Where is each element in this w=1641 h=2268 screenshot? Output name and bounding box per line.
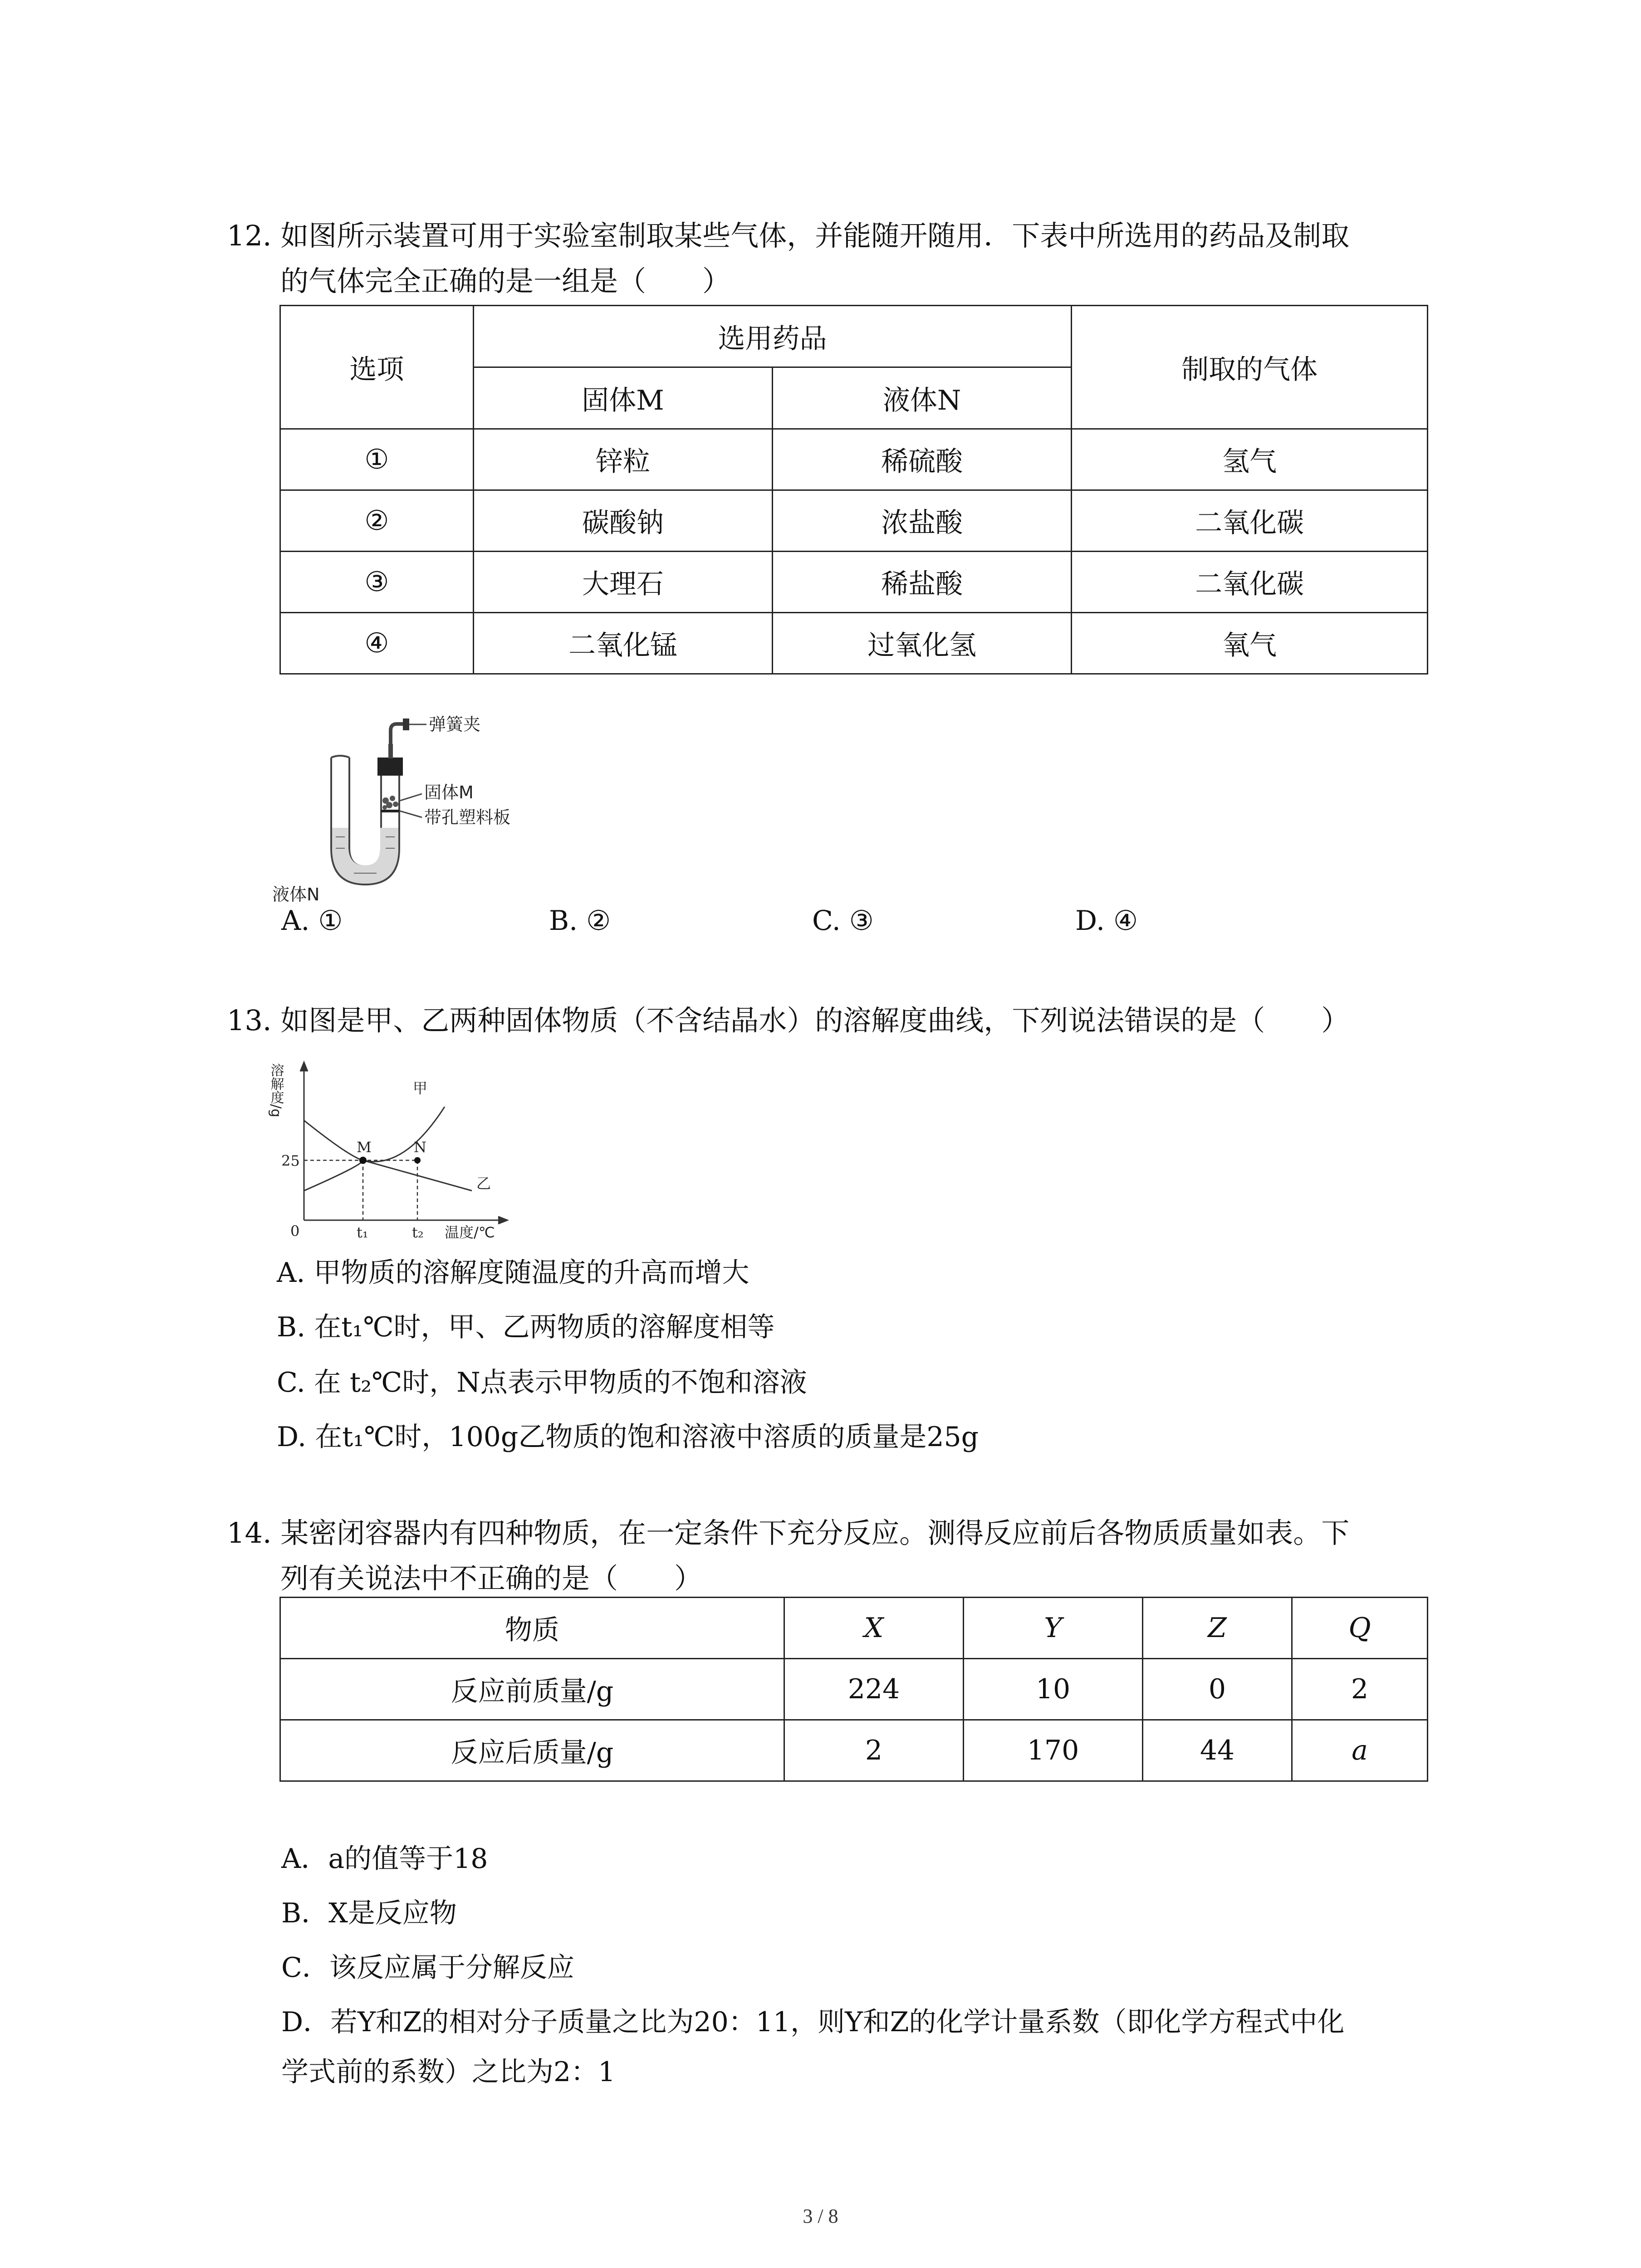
q12-header-gas: 制取的气体 bbox=[1072, 306, 1428, 429]
table-cell: 2 bbox=[1292, 1659, 1428, 1720]
q12-stem-line2: 的气体完全正确的是一组是（ ） bbox=[280, 264, 731, 298]
table-cell: 大理石 bbox=[473, 552, 772, 613]
q12-option-a: A. ① bbox=[281, 905, 343, 937]
table-row bbox=[280, 490, 1428, 552]
q12-table bbox=[279, 305, 1428, 675]
q14-option-d-line1: D．若Y和Z的相对分子质量之比为20：11，则Y和Z的化学计量系数（即化学方程式中化 bbox=[281, 2006, 1345, 2038]
point-m-label: M bbox=[357, 1139, 372, 1156]
table-row bbox=[280, 1659, 1428, 1720]
x-tick-t1: t₁ bbox=[357, 1224, 368, 1241]
table-cell: 稀盐酸 bbox=[773, 552, 1072, 613]
chart-axes bbox=[300, 1062, 507, 1224]
q14-option-d-line2: 学式前的系数）之比为2：1 bbox=[281, 2056, 616, 2088]
table-row bbox=[280, 552, 1428, 613]
table-cell: ① bbox=[280, 429, 474, 490]
table-cell: ③ bbox=[280, 552, 474, 613]
q12-header-reagents: 选用药品 bbox=[473, 306, 1071, 367]
q14-header-z: Z bbox=[1143, 1598, 1292, 1659]
table-cell: 10 bbox=[964, 1659, 1143, 1720]
table-cell: ④ bbox=[280, 613, 474, 674]
table-cell: 224 bbox=[784, 1659, 964, 1720]
table-cell: 二氧化锰 bbox=[473, 613, 772, 674]
q14-header-x: X bbox=[784, 1598, 964, 1659]
q13-option-a: A. 甲物质的溶解度随温度的升高而增大 bbox=[277, 1257, 749, 1289]
table-cell: 二氧化碳 bbox=[1072, 552, 1428, 613]
origin-label: 0 bbox=[290, 1222, 300, 1240]
q14-stem-line1: 14. 某密闭容器内有四种物质，在一定条件下充分反应。测得反应前后各物质质量如表。下 bbox=[227, 1516, 1350, 1549]
table-cell: 浓盐酸 bbox=[773, 490, 1072, 552]
q12-option-c: C. ③ bbox=[812, 905, 874, 937]
label-solid-m: 固体M bbox=[424, 782, 474, 802]
q12-stem-line1: 12. 如图所示装置可用于实验室制取某些气体，并能随开随用．下表中所选用的药品及制取 bbox=[227, 219, 1350, 252]
q14-header-y: Y bbox=[964, 1598, 1143, 1659]
q12-header-liquid: 液体N bbox=[773, 367, 1072, 429]
series-yi-label: 乙 bbox=[476, 1175, 491, 1192]
q12-header-option: 选项 bbox=[280, 306, 474, 429]
q14-stem bbox=[227, 1510, 1452, 1601]
y-tick-25: 25 bbox=[281, 1152, 300, 1169]
table-cell: 反应前质量/g bbox=[280, 1659, 784, 1720]
table-row bbox=[280, 429, 1428, 490]
q14-option-a: A．a的值等于18 bbox=[281, 1843, 488, 1875]
q12-option-b: B. ② bbox=[549, 905, 611, 937]
q14-stem-line2: 列有关说法中不正确的是（ ） bbox=[280, 1562, 703, 1595]
table-cell: a bbox=[1292, 1720, 1428, 1781]
table-cell: 0 bbox=[1143, 1659, 1292, 1720]
q13-option-b: B. 在t₁℃时，甲、乙两物质的溶解度相等 bbox=[277, 1311, 775, 1343]
series-yi-curve bbox=[304, 1160, 472, 1191]
point-n-label: N bbox=[414, 1139, 426, 1156]
q13-option-c: C. 在 t₂℃时，N点表示甲物质的不饱和溶液 bbox=[277, 1367, 807, 1398]
table-row bbox=[280, 613, 1428, 674]
table-cell: ② bbox=[280, 490, 474, 552]
q14-header-substance: 物质 bbox=[280, 1598, 784, 1659]
table-cell: 稀硫酸 bbox=[773, 429, 1072, 490]
table-cell: 氢气 bbox=[1072, 429, 1428, 490]
q14-option-b: B．X是反应物 bbox=[281, 1897, 457, 1929]
table-cell: 2 bbox=[784, 1720, 964, 1781]
table-cell: 过氧化氢 bbox=[773, 613, 1072, 674]
q12-stem bbox=[227, 213, 1452, 304]
table-header-row bbox=[280, 1598, 1428, 1659]
x-tick-t2: t₂ bbox=[412, 1224, 424, 1241]
q14-table bbox=[279, 1597, 1428, 1782]
table-cell: 反应后质量/g bbox=[280, 1720, 784, 1781]
label-liquid-n: 液体N bbox=[272, 885, 320, 904]
series-jia-label: 甲 bbox=[413, 1080, 428, 1097]
q12-option-d: D. ④ bbox=[1075, 905, 1138, 937]
point-n bbox=[414, 1157, 421, 1163]
q14-header-q: Q bbox=[1292, 1598, 1428, 1659]
x-axis-label: 温度/℃ bbox=[445, 1224, 495, 1241]
page-number: 3 / 8 bbox=[803, 2205, 838, 2227]
label-clip: 弹簧夹 bbox=[429, 714, 481, 734]
table-cell: 碳酸钠 bbox=[473, 490, 772, 552]
label-plastic-plate: 带孔塑料板 bbox=[424, 807, 511, 827]
u-tube-apparatus-figure bbox=[272, 712, 544, 903]
table-cell: 氧气 bbox=[1072, 613, 1428, 674]
table-row bbox=[280, 1720, 1428, 1781]
q14-option-c: C．该反应属于分解反应 bbox=[281, 1952, 574, 1984]
y-axis-label: 溶解度/g bbox=[268, 1063, 284, 1118]
point-m bbox=[359, 1157, 367, 1164]
solubility-curve-chart bbox=[268, 1052, 517, 1243]
table-cell: 锌粒 bbox=[473, 429, 772, 490]
table-cell: 二氧化碳 bbox=[1072, 490, 1428, 552]
table-cell: 44 bbox=[1143, 1720, 1292, 1781]
q13-option-d: D. 在t₁℃时，100g乙物质的饱和溶液中溶质的质量是25g bbox=[277, 1421, 979, 1453]
table-cell: 170 bbox=[964, 1720, 1143, 1781]
q13-stem-line: 13. 如图是甲、乙两种固体物质（不含结晶水）的溶解度曲线，下列说法错误的是（ ） bbox=[227, 1004, 1350, 1037]
q13-stem bbox=[227, 998, 1452, 1043]
q12-header-solid: 固体M bbox=[473, 367, 772, 429]
